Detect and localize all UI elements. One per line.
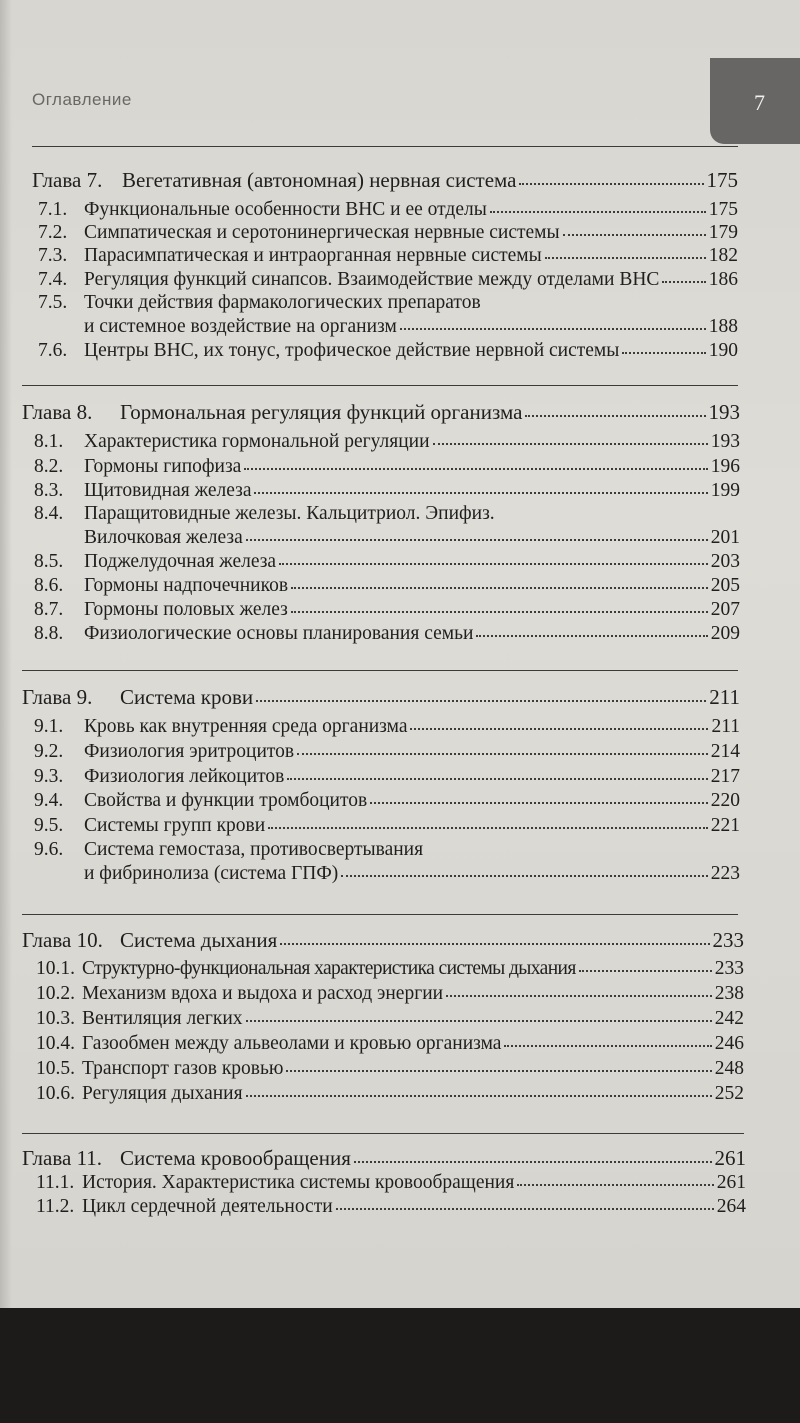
dot-leader — [476, 631, 707, 637]
section-title: Регуляция функций синапсов. Взаимодействие между отделами ВНС — [84, 269, 660, 290]
section-title: Кровь как внутренняя среда организма — [84, 716, 408, 737]
toc-section-9-4[interactable] — [34, 790, 740, 812]
section-page: 175 — [708, 199, 738, 220]
section-page: 238 — [714, 983, 744, 1004]
dot-leader — [341, 871, 708, 877]
section-number: 9.1. — [34, 716, 64, 737]
section-number: 9.6. — [34, 839, 64, 860]
toc-section-8-6[interactable] — [34, 575, 740, 597]
section-page: 214 — [710, 741, 740, 762]
toc-section-8-7[interactable] — [34, 599, 740, 621]
section-page: 186 — [708, 269, 738, 290]
dot-leader — [336, 1204, 714, 1210]
dot-leader — [280, 939, 709, 945]
section-number: 11.1. — [36, 1172, 75, 1193]
section-number: 10.3. — [36, 1008, 75, 1029]
dot-leader — [519, 179, 703, 185]
section-page: 217 — [710, 766, 740, 787]
toc-section-9-6[interactable] — [84, 863, 740, 885]
section-title: Гормоны гипофиза — [84, 456, 242, 477]
section-title-line1: Паращитовидные железы. Кальцитриол. Эпифиз. — [84, 503, 495, 524]
toc-section-8-4[interactable] — [84, 527, 740, 549]
section-title: Гормоны надпочечников — [84, 575, 289, 596]
dot-leader — [446, 991, 712, 997]
page-number: 7 — [754, 90, 765, 115]
section-number: 10.1. — [36, 958, 75, 979]
section-title: Свойства и функции тромбоцитов — [84, 790, 368, 811]
dot-leader — [517, 1180, 713, 1186]
dot-leader — [291, 607, 708, 613]
chapter-number: Глава 7. — [32, 168, 103, 192]
toc-section-8-1[interactable] — [34, 431, 740, 453]
dot-leader — [244, 464, 707, 470]
page-fold-shadow — [0, 0, 12, 1308]
chapter-divider — [22, 385, 738, 386]
toc-section-11-1[interactable] — [36, 1172, 746, 1194]
section-page: 205 — [710, 575, 740, 596]
toc-chapter-9[interactable] — [22, 685, 740, 710]
section-title: Регуляция дыхания — [82, 1083, 243, 1104]
section-number: 8.2. — [34, 456, 64, 477]
section-number: 7.5. — [38, 292, 68, 313]
dot-leader — [410, 724, 708, 730]
dot-leader — [246, 1016, 712, 1022]
section-title-line1: Система гемостаза, противосвертывания — [84, 839, 424, 860]
running-head: Оглавление — [32, 90, 132, 109]
section-title: Вентиляция легких — [82, 1008, 243, 1029]
section-number: 10.6. — [36, 1083, 75, 1104]
section-number: 7.6. — [38, 340, 68, 361]
dot-leader — [400, 324, 706, 330]
section-page: 246 — [714, 1033, 744, 1054]
header-rule — [32, 146, 738, 147]
section-number: 10.5. — [36, 1058, 75, 1079]
section-title: Гормоны половых желез — [84, 599, 288, 620]
toc-section-7-5[interactable] — [84, 316, 738, 338]
section-page: 209 — [710, 623, 740, 644]
chapter-title: Система крови — [120, 685, 254, 709]
dot-leader — [504, 1041, 711, 1047]
chapter-page: 175 — [706, 168, 738, 192]
dot-leader — [370, 798, 708, 804]
toc-chapter-10[interactable] — [22, 928, 744, 953]
section-number: 9.4. — [34, 790, 64, 811]
section-title: Цикл сердечной деятельности — [82, 1196, 333, 1217]
chapter-page: 193 — [708, 400, 740, 424]
toc-section-10-3[interactable] — [36, 1008, 744, 1030]
dot-leader — [563, 230, 706, 236]
toc-section-7-5-line1[interactable] — [38, 292, 481, 314]
section-title: Газообмен между альвеолами и кровью организма — [82, 1033, 502, 1054]
section-title: Физиология эритроцитов — [84, 741, 295, 762]
toc-section-9-1[interactable] — [34, 716, 740, 738]
section-number: 8.3. — [34, 480, 64, 501]
section-page: 261 — [716, 1172, 746, 1193]
chapter-title: Вегетативная (автономная) нервная система — [122, 168, 517, 192]
section-title: Характеристика гормональной регуляции — [84, 431, 430, 452]
section-number: 9.2. — [34, 741, 64, 762]
dot-leader — [662, 277, 705, 283]
section-page: 221 — [710, 815, 740, 836]
toc-section-7-1[interactable] — [38, 199, 738, 221]
section-page: 207 — [710, 599, 740, 620]
chapter-number: Глава 10. — [22, 928, 103, 952]
section-number: 8.6. — [34, 575, 64, 596]
section-number: 8.8. — [34, 623, 64, 644]
chapter-divider — [22, 914, 738, 915]
section-page: 203 — [710, 551, 740, 572]
toc-chapter-8[interactable] — [22, 400, 740, 425]
section-page: 182 — [708, 245, 738, 266]
toc-section-8-3[interactable] — [34, 480, 740, 502]
section-number: 11.2. — [36, 1196, 75, 1217]
toc-section-8-8[interactable] — [34, 623, 740, 645]
section-page: 196 — [710, 456, 740, 477]
section-title: Симпатическая и серотонинергическая нервные системы — [84, 222, 560, 243]
toc-section-7-4[interactable] — [38, 269, 738, 291]
chapter-number: Глава 8. — [22, 400, 93, 424]
section-page: 199 — [710, 480, 740, 501]
section-page: 193 — [710, 431, 740, 452]
section-page: 220 — [710, 790, 740, 811]
section-page: 223 — [710, 863, 740, 884]
chapter-page: 233 — [712, 928, 744, 952]
dot-leader — [286, 1066, 711, 1072]
section-title: Физиология лейкоцитов — [84, 766, 285, 787]
section-title: Транспорт газов кровью — [82, 1058, 284, 1079]
section-page: 179 — [708, 222, 738, 243]
section-page: 248 — [714, 1058, 744, 1079]
toc-section-9-3[interactable] — [34, 766, 740, 788]
toc-section-7-2[interactable] — [38, 222, 738, 244]
section-number: 7.1. — [38, 199, 68, 220]
toc-section-10-4[interactable] — [36, 1033, 744, 1055]
dot-leader — [525, 411, 705, 417]
chapter-number: Глава 9. — [22, 685, 93, 709]
section-title-line2: и системное воздействие на организм — [84, 316, 397, 337]
section-number: 7.2. — [38, 222, 68, 243]
section-number: 9.3. — [34, 766, 64, 787]
chapter-page: 261 — [714, 1146, 746, 1170]
section-title: Парасимпатическая и интраорганная нервные системы — [84, 245, 542, 266]
toc-section-9-5[interactable] — [34, 815, 740, 837]
section-title: Щитовидная железа — [84, 480, 252, 501]
chapter-page: 211 — [709, 685, 740, 709]
dot-leader — [297, 749, 708, 755]
section-number: 8.7. — [34, 599, 64, 620]
section-number: 10.4. — [36, 1033, 75, 1054]
dot-leader — [433, 439, 708, 445]
toc-section-7-6[interactable] — [38, 340, 738, 362]
section-title: Центры ВНС, их тонус, трофическое действие нервной системы — [84, 340, 620, 361]
section-number: 10.2. — [36, 983, 75, 1004]
toc-chapter-11[interactable] — [22, 1146, 746, 1171]
section-number: 9.5. — [34, 815, 64, 836]
section-title-line1: Точки действия фармакологических препаратов — [84, 292, 481, 313]
section-title: Поджелудочная железа — [84, 551, 277, 572]
toc-section-7-3[interactable] — [38, 245, 738, 267]
dot-leader — [287, 774, 707, 780]
toc-section-8-5[interactable] — [34, 551, 740, 573]
toc-section-10-1[interactable] — [36, 958, 744, 980]
section-page: 211 — [711, 716, 740, 737]
toc-section-10-6[interactable] — [36, 1083, 744, 1105]
dot-leader — [268, 823, 708, 829]
dot-leader — [622, 348, 705, 354]
dot-leader — [291, 583, 708, 589]
section-number: 7.4. — [38, 269, 68, 290]
chapter-title: Система кровообращения — [120, 1146, 351, 1170]
section-number: 8.5. — [34, 551, 64, 572]
chapter-title: Гормональная регуляция функций организма — [120, 400, 523, 424]
section-page: 188 — [708, 316, 738, 337]
section-title-line2: и фибринолиза (система ГПФ) — [84, 863, 339, 884]
dot-leader — [579, 966, 712, 972]
section-number: 8.1. — [34, 431, 64, 452]
toc-section-11-2[interactable] — [36, 1196, 746, 1218]
dot-leader — [246, 535, 708, 541]
toc-section-8-2[interactable] — [34, 456, 740, 478]
section-title: Механизм вдоха и выдоха и расход энергии — [82, 983, 444, 1004]
dot-leader — [279, 559, 708, 565]
toc-chapter-7[interactable] — [32, 168, 738, 193]
section-title-line2: Вилочковая железа — [84, 527, 243, 548]
section-number: 7.3. — [38, 245, 68, 266]
toc-section-10-2[interactable] — [36, 983, 744, 1005]
dot-leader — [545, 253, 706, 259]
chapter-divider — [22, 670, 738, 671]
dot-leader — [254, 488, 707, 494]
section-title: Функциональные особенности ВНС и ее отделы — [84, 199, 487, 220]
toc-section-10-5[interactable] — [36, 1058, 744, 1080]
section-title: Системы групп крови — [84, 815, 266, 836]
dot-leader — [490, 207, 706, 213]
toc-section-9-6-line1[interactable] — [34, 839, 423, 861]
toc-section-8-4-line1[interactable] — [34, 503, 495, 525]
section-title: Физиологические основы планирования семьи — [84, 623, 474, 644]
chapter-title: Система дыхания — [120, 928, 278, 952]
section-page: 201 — [710, 527, 740, 548]
toc-section-9-2[interactable] — [34, 741, 740, 763]
section-title: Структурно-функциональная характеристика системы дыхания — [82, 958, 576, 979]
chapter-divider — [22, 1133, 744, 1134]
dot-leader — [354, 1157, 712, 1163]
section-page: 252 — [714, 1083, 744, 1104]
section-title: История. Характеристика системы кровообращения — [82, 1172, 515, 1193]
section-page: 190 — [708, 340, 738, 361]
dot-leader — [246, 1091, 712, 1097]
section-page: 233 — [714, 958, 744, 979]
section-page: 242 — [714, 1008, 744, 1029]
section-page: 264 — [716, 1196, 746, 1217]
chapter-number: Глава 11. — [22, 1146, 103, 1170]
section-number: 8.4. — [34, 503, 64, 524]
dot-leader — [256, 696, 706, 702]
